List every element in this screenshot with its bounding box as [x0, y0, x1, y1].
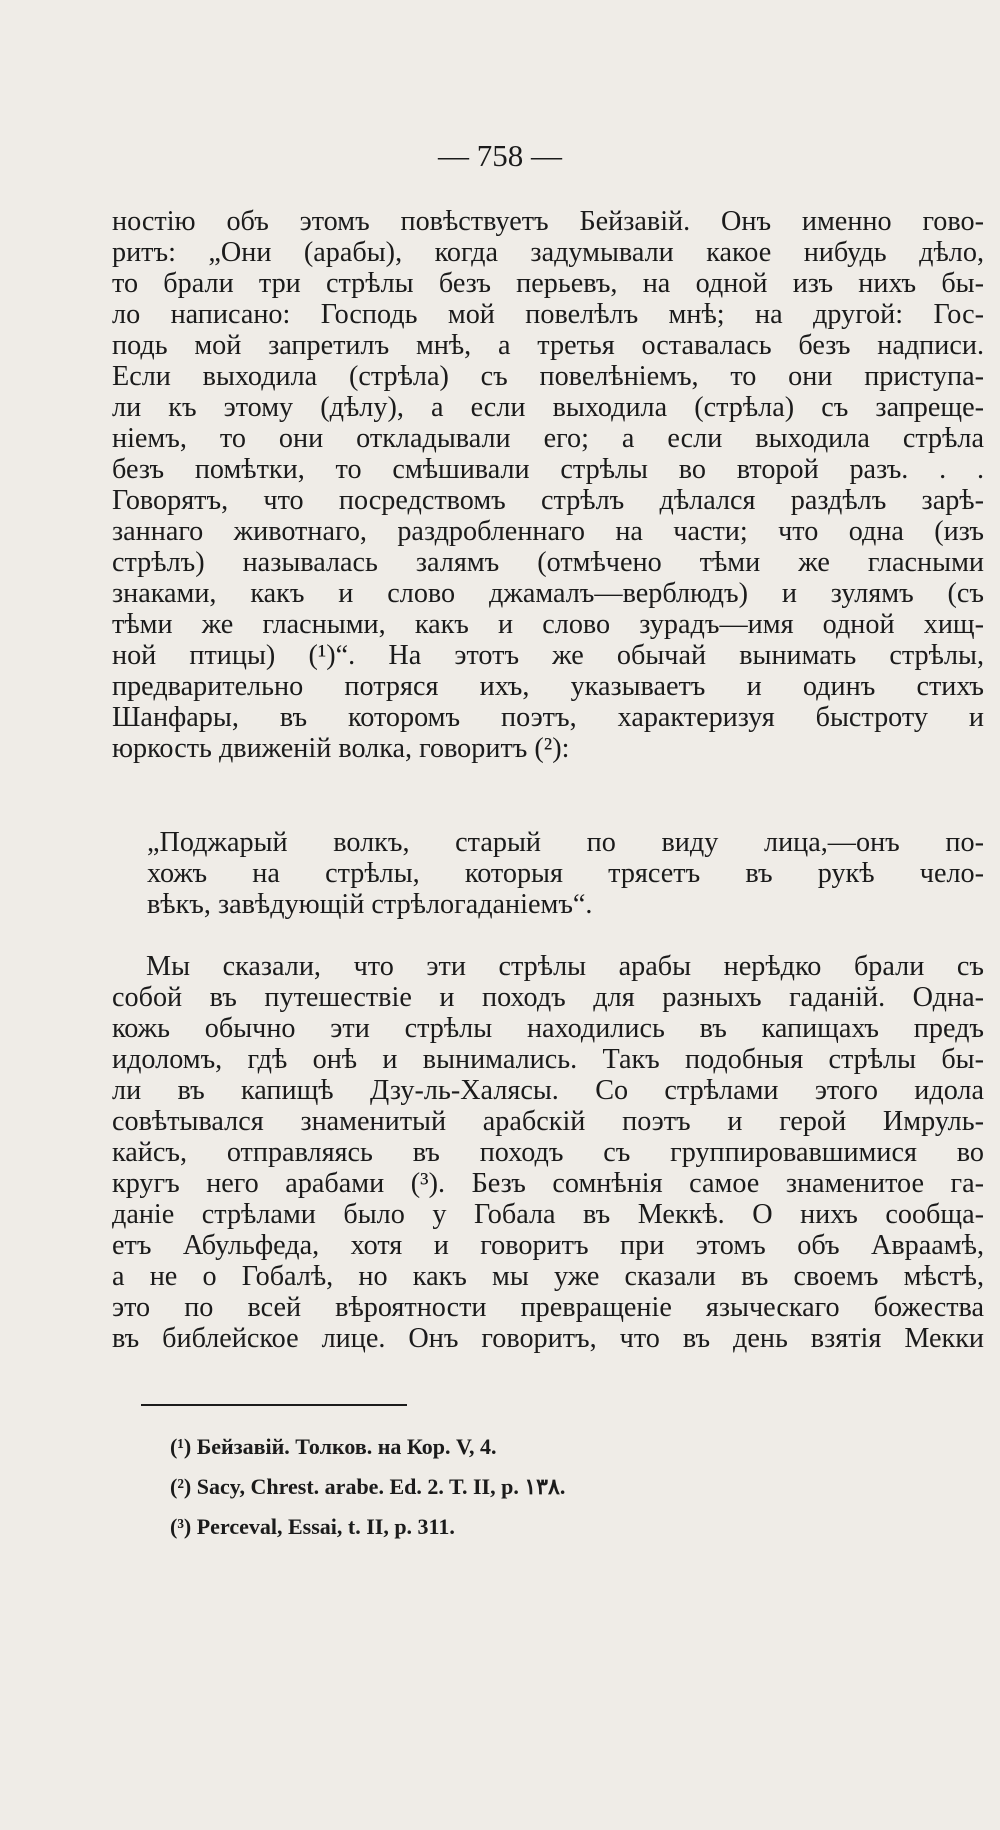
footnote-3: (³) Perceval, Essai, t. II, p. 311.	[170, 1514, 455, 1539]
text-line: собой въ путешествіе и походъ для разныхъ гаданій. Одна-	[112, 982, 984, 1013]
text-line: кожь обычно эти стрѣлы находились въ капищахъ предъ	[112, 1013, 984, 1044]
text-line: то брали три стрѣлы безъ перьевъ, на одной изъ нихъ бы-	[112, 268, 984, 299]
footnote-2: (²) Sacy, Chrest. arabe. Ed. 2. T. II, p. ١٣٨.	[170, 1474, 566, 1499]
text-line: ло написано: Господь мой повелѣлъ мнѣ; на другой: Гос-	[112, 299, 984, 330]
paragraph-1	[112, 206, 984, 764]
text-line: идоломъ, гдѣ онѣ и вынимались. Такъ подобныя стрѣлы бы-	[112, 1044, 984, 1075]
text-line: ностію объ этомъ повѣствуетъ Бейзавій. Онъ именно гово-	[112, 206, 984, 237]
text-line: тѣми же гласными, какъ и слово зурадъ—имя одной хищ-	[112, 609, 984, 640]
page-number: — 758 —	[438, 138, 562, 173]
text-line: етъ Абульфеда, хотя и говоритъ при этомъ объ Авраамѣ,	[112, 1230, 984, 1261]
text-line: въ библейское лице. Онъ говоритъ, что въ день взятія Мекки	[112, 1323, 984, 1354]
quote-line: „Поджарый волкъ, старый по виду лица,—онъ по-	[147, 827, 984, 858]
text-line: ной птицы) (¹)“. На этотъ же обычай вынимать стрѣлы,	[112, 640, 984, 671]
text-line: подь мой запретилъ мнѣ, а третья оставалась безъ надписи.	[112, 330, 984, 361]
paragraph-2	[112, 951, 984, 1354]
text-line: Шанфары, въ которомъ поэтъ, характеризуя быстроту и	[112, 702, 984, 733]
text-line: знаками, какъ и слово джамалъ—верблюдъ) и зулямъ (съ	[112, 578, 984, 609]
text-line: предварительно потряся ихъ, указываетъ и одинъ стихъ	[112, 671, 984, 702]
text-line: ли въ капищѣ Дзу-ль-Халясы. Со стрѣлами этого идола	[112, 1075, 984, 1106]
text-line: Говорятъ, что посредствомъ стрѣлъ дѣлался раздѣлъ зарѣ-	[112, 485, 984, 516]
text-line: ніемъ, то они откладывали его; а если выходила стрѣла	[112, 423, 984, 454]
footnote-1: (¹) Бейзавій. Толков. на Кор. V, 4.	[170, 1434, 497, 1459]
text-line: юркость движеній волка, говоритъ (²):	[112, 733, 570, 764]
text-line: Мы сказали, что эти стрѣлы арабы нерѣдко брали съ	[146, 951, 984, 982]
text-line: ритъ: „Они (арабы), когда задумывали какое нибудь дѣло,	[112, 237, 984, 268]
text-line: кайсъ, отправляясь въ походъ съ группировавшимися во	[112, 1137, 984, 1168]
footnote-divider	[141, 1404, 407, 1406]
verse-quote	[147, 827, 984, 920]
text-line: стрѣлъ) называлась залямъ (отмѣчено тѣми же гласными	[112, 547, 984, 578]
text-line: Если выходила (стрѣла) съ повелѣніемъ, то они приступа-	[112, 361, 984, 392]
text-line: безъ помѣтки, то смѣшивали стрѣлы во второй разъ. . .	[112, 454, 984, 485]
text-line: совѣтывался знаменитый арабскій поэтъ и герой Имруль-	[112, 1106, 984, 1137]
text-line: заннаго животнаго, раздробленнаго на части; что одна (изъ	[112, 516, 984, 547]
quote-line: вѣкъ, завѣдующій стрѣлогаданіемъ“.	[147, 889, 593, 920]
text-line: ли къ этому (дѣлу), а если выходила (стрѣла) съ запреще-	[112, 392, 984, 423]
text-line: это по всей вѣроятности превращеніе языческаго божества	[112, 1292, 984, 1323]
quote-line: хожъ на стрѣлы, которыя трясетъ въ рукѣ чело-	[147, 858, 984, 889]
text-line: даніе стрѣлами было у Гобала въ Меккѣ. О нихъ сообща-	[112, 1199, 984, 1230]
text-line: кругъ него арабами (³). Безъ сомнѣнія самое знаменитое га-	[112, 1168, 984, 1199]
text-line: а не о Гобалѣ, но какъ мы уже сказали въ своемъ мѣстѣ,	[112, 1261, 984, 1292]
footnotes	[170, 1432, 770, 1552]
